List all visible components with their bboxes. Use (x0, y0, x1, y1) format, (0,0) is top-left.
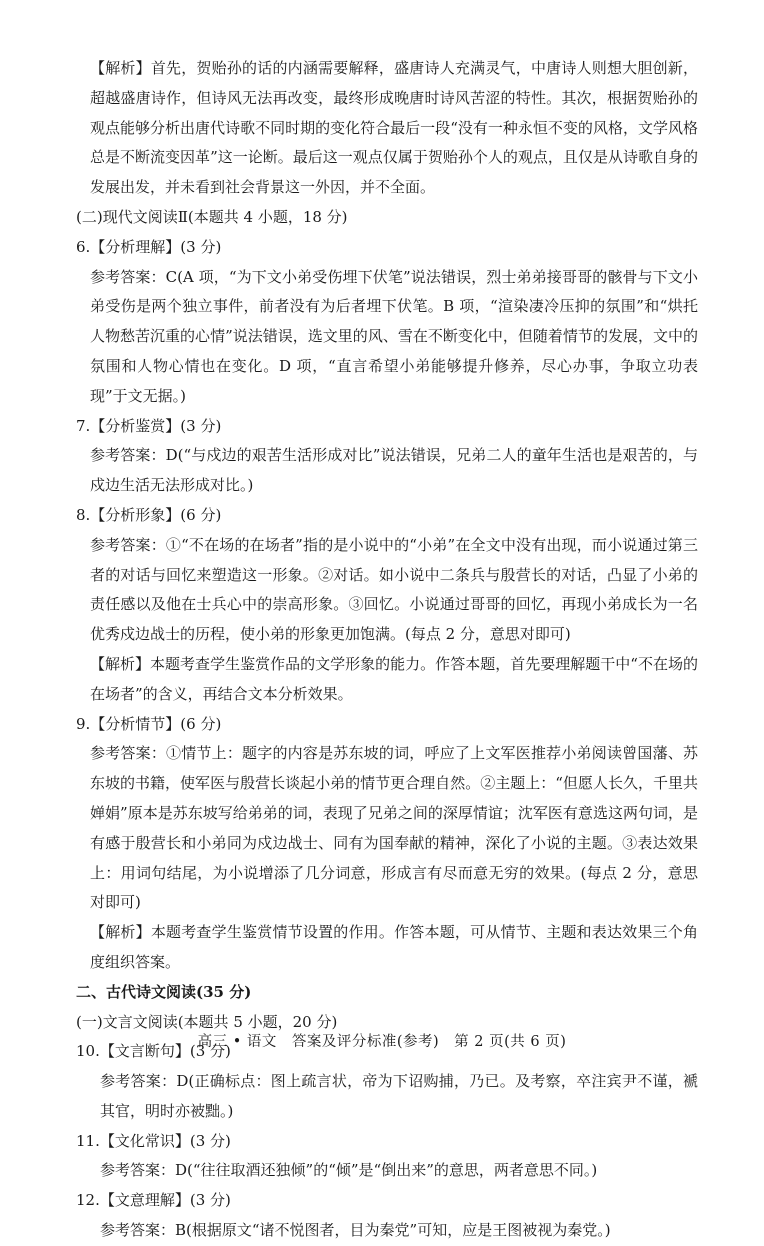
text-block: 参考答案：D(正确标点：图上疏言状，帝为下诏购捕，乃已。及考察，卒注宾尹不谨，褫其官，明时亦被黜。) (100, 1072, 698, 1120)
text-block: (一)文言文阅读(本题共 5 小题，20 分) (76, 1012, 338, 1031)
text-block: 参考答案：B(根据原文“诸不悦图者，目为秦党”可知，应是王图被视为秦党。) (100, 1221, 611, 1240)
page-footer: 高三 • 语文 答案及评分标准(参考) 第 2 页(共 6 页) (197, 1034, 567, 1050)
text-block: 【解析】本题考查学生鉴赏作品的文学形象的能力。作答本题，首先要理解题干中“不在场的在场者”的含义，再结合文本分析效果。 (90, 654, 698, 703)
text-block: 参考答案：C(A 项，“为下文小弟受伤埋下伏笔”说法错误，烈士弟弟接哥哥的骸骨与下文小弟受伤是两个独立事件，前者没有为后者埋下伏笔。B 项，“渲染凄冷压抑的氛围”和“烘托人物愁苦沉重的心情”说法错误，选文里的风、雪在不断变化中，但随着情节的发展，文中的氛围和人物心情也在变化。D 项，“直言希望小弟能够提升修养，尽心办事，争取立功表现”于文无据。) (90, 267, 698, 405)
answer-content (66, 54, 698, 1246)
text-block: 9.【分析情节】(6 分) (76, 714, 222, 733)
text-block: 参考答案：①“不在场的在场者”指的是小说中的“小弟”在全文中没有出现，而小说通过第三者的对话与回忆来塑造这一形象。②对话。如小说中二条兵与殷营长的对话，凸显了小弟的责任感以及他在士兵心中的崇高形象。③回忆。小说通过哥哥的回忆，再现小弟成长为一名优秀戍边战士的历程，使小弟的形象更加饱满。(每点 2 分，意思对即可) (90, 535, 698, 644)
text-block: 8.【分析形象】(6 分) (76, 505, 222, 524)
text-block: 11.【文化常识】(3 分) (76, 1131, 231, 1150)
text-block: 【解析】本题考查学生鉴赏情节设置的作用。作答本题，可从情节、主题和表达效果三个角度组织答案。 (90, 923, 698, 971)
text-block: (二)现代文阅读Ⅱ(本题共 4 小题，18 分) (76, 207, 348, 226)
text-block: 参考答案：D(“与戍边的艰苦生活形成对比”说法错误，兄弟二人的童年生活也是艰苦的，与戍边生活无法形成对比。) (90, 446, 698, 495)
text-block: 7.【分析鉴赏】(3 分) (76, 416, 222, 435)
text-block: 12.【文意理解】(3 分) (76, 1191, 231, 1210)
text-block: 10.【文言断句】(3 分) (76, 1042, 231, 1061)
text-block: 参考答案：①情节上：题字的内容是苏东坡的词，呼应了上文军医推荐小弟阅读曾国藩、苏东坡的书籍，使军医与殷营长谈起小弟的情节更合理自然。②主题上：“但愿人长久，千里共婵娟”原本是苏东坡写给弟弟的词，表现了兄弟之间的深厚情谊；沈军医有意选这两句词，是有感于殷营长和小弟同为戍边战士、同有为国奉献的精神，深化了小说的主题。③表达效果上：用词句结尾，为小说增添了几分词意，形成言有尽而意无穷的效果。(每点 2 分，意思对即可) (90, 744, 698, 912)
text-block: 6.【分析理解】(3 分) (76, 237, 222, 256)
section-heading: 二、古代诗文阅读(35 分) (76, 982, 252, 1001)
text-block: 【解析】首先，贺贻孙的话的内涵需要解释，盛唐诗人充满灵气，中唐诗人则想大胆创新，超越盛唐诗作，但诗风无法再改变，最终形成晚唐时诗风苦涩的特性。其次，根据贺贻孙的观点能够分析出唐代诗歌不同时期的变化符合最后一段“没有一种永恒不变的风格，文学风格总是不断流变因革”这一论断。最后这一观点仅属于贺贻孙个人的观点，且仅是从诗歌自身的发展出发，并未看到社会背景这一外因，并不全面。 (90, 59, 698, 197)
text-block: 参考答案：D(“往往取酒还独倾”的“倾”是“倒出来”的意思，两者意思不同。) (100, 1161, 598, 1180)
